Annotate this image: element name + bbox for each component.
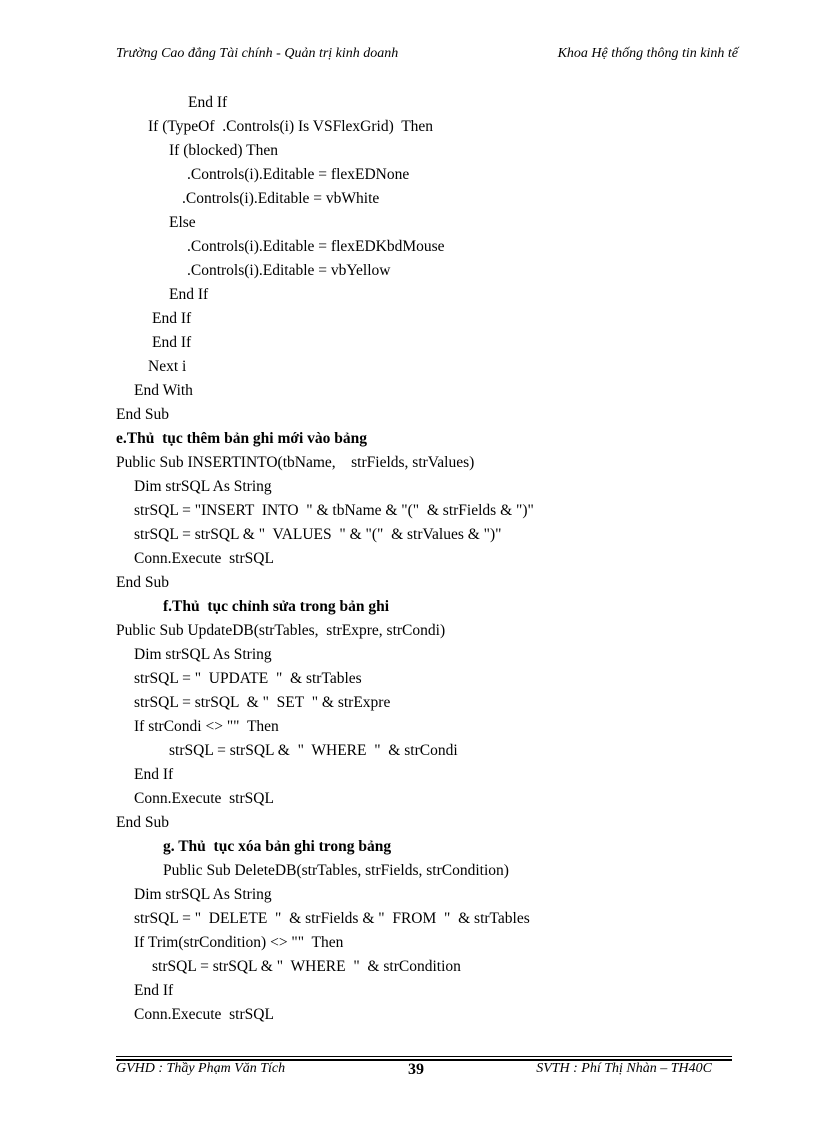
- page-header: [116, 46, 738, 68]
- code-line: strSQL = strSQL & " WHERE " & strCondi: [169, 742, 458, 759]
- code-line: .Controls(i).Editable = flexEDKbdMouse: [187, 238, 445, 255]
- code-line: .Controls(i).Editable = vbYellow: [187, 262, 391, 279]
- code-line: strSQL = " UPDATE " & strTables: [134, 670, 362, 687]
- code-line: If (TypeOf .Controls(i) Is VSFlexGrid) Then: [148, 118, 434, 135]
- code-line: Next i: [148, 358, 187, 375]
- code-line: Conn.Execute strSQL: [134, 790, 274, 807]
- code-line: Public Sub DeleteDB(strTables, strFields, strCondition): [163, 862, 509, 879]
- code-line: End Sub: [116, 406, 169, 423]
- section-heading: f.Thủ tục chỉnh sửa trong bản ghi: [163, 598, 390, 615]
- code-line: End Sub: [116, 814, 169, 831]
- footer-rule: [116, 1056, 732, 1057]
- code-line: strSQL = strSQL & " VALUES " & "(" & strValues & ")": [134, 526, 502, 543]
- section-heading: g. Thủ tục xóa bản ghi trong bảng: [163, 838, 392, 855]
- code-line: Dim strSQL As String: [134, 646, 272, 663]
- code-line: End If: [134, 982, 174, 999]
- code-line: Public Sub INSERTINTO(tbName, strFields, strValues): [116, 454, 475, 471]
- code-line: End If: [134, 766, 174, 783]
- code-line: End If: [152, 334, 192, 351]
- page-footer: [116, 1061, 732, 1081]
- header-faculty: Khoa Hệ thống thông tin kinh tế: [557, 46, 738, 61]
- header-school: Trường Cao đẳng Tài chính - Quản trị kinh doanh: [116, 46, 399, 61]
- code-line: .Controls(i).Editable = flexEDNone: [187, 166, 410, 183]
- code-line: Conn.Execute strSQL: [134, 1006, 274, 1023]
- footer-student: SVTH : Phí Thị Nhàn – TH40C: [536, 1061, 712, 1076]
- code-line: If strCondi <> "" Then: [134, 718, 279, 735]
- footer-advisor: GVHD : Thầy Phạm Văn Tích: [116, 1061, 286, 1076]
- code-line: strSQL = "INSERT INTO " & tbName & "(" & strFields & ")": [134, 502, 534, 519]
- code-line: .Controls(i).Editable = vbWhite: [182, 190, 380, 207]
- code-line: Else: [169, 214, 196, 231]
- code-line: If Trim(strCondition) <> "" Then: [134, 934, 344, 951]
- code-line: Dim strSQL As String: [134, 478, 272, 495]
- code-line: Dim strSQL As String: [134, 886, 272, 903]
- code-line: strSQL = " DELETE " & strFields & " FROM " & strTables: [134, 910, 530, 927]
- code-line: If (blocked) Then: [169, 142, 279, 159]
- code-line: Conn.Execute strSQL: [134, 550, 274, 567]
- section-heading: e.Thủ tục thêm bản ghi mới vào bảng: [116, 430, 368, 447]
- code-line: End If: [152, 310, 192, 327]
- code-line: End Sub: [116, 574, 169, 591]
- code-line: End With: [134, 382, 193, 399]
- page-number: 39: [408, 1061, 424, 1078]
- code-line: End If: [169, 286, 209, 303]
- code-line: Public Sub UpdateDB(strTables, strExpre, strCondi): [116, 622, 446, 639]
- code-line: strSQL = strSQL & " WHERE " & strCondition: [152, 958, 461, 975]
- code-line: strSQL = strSQL & " SET " & strExpre: [134, 694, 391, 711]
- code-line: End If: [188, 94, 228, 111]
